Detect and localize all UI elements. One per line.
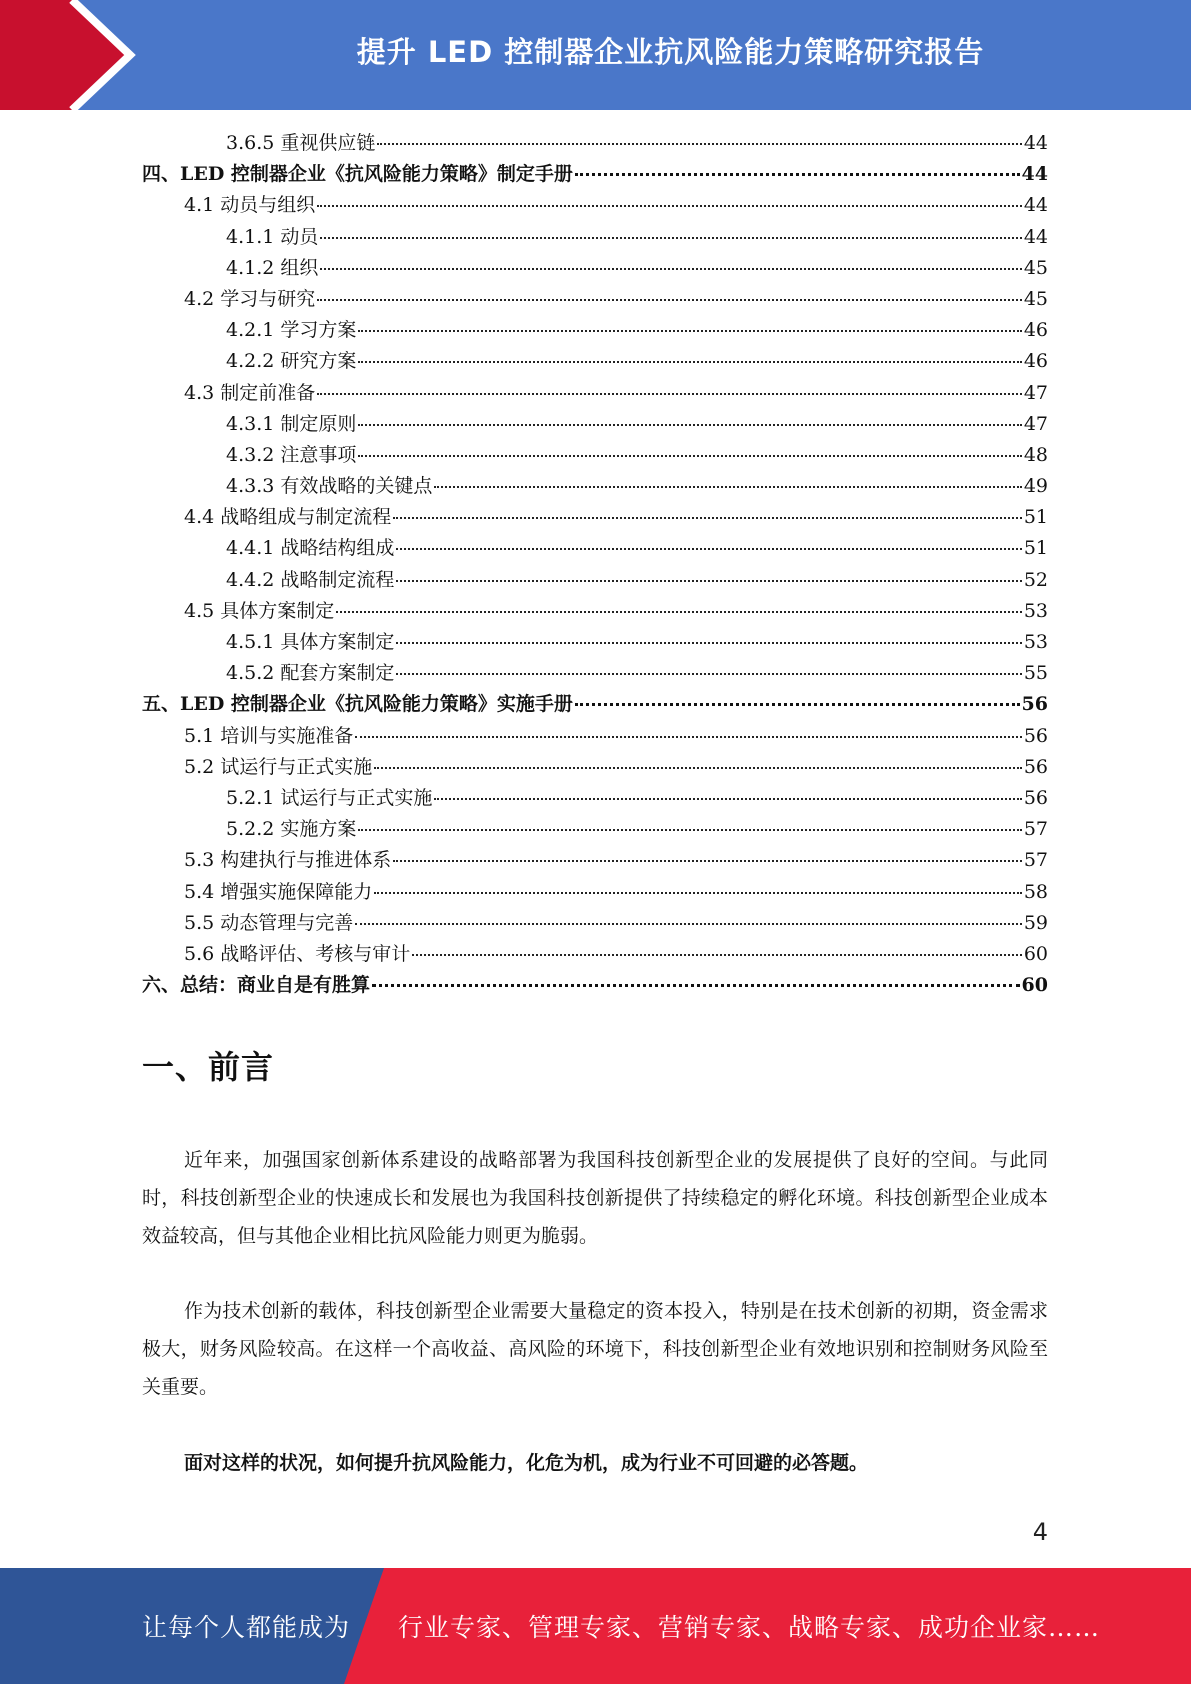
toc-entry-page: 44: [1023, 132, 1048, 154]
toc-entry[interactable]: [142, 596, 1048, 627]
toc-entry-label: 3.6.5 重视供应链: [226, 132, 376, 154]
toc-entry-label: 4.4 战略组成与制定流程: [184, 506, 392, 529]
paragraph: 近年来，加强国家创新体系建设的战略部署为我国科技创新型企业的发展提供了良好的空间。与此同时，科技创新型企业的快速成长和发展也为我国科技创新提供了持续稳定的孵化环境。科技创新型企业成本效益较高，但与其他企业相比抗风险能力则更为脆弱。: [142, 1149, 1048, 1247]
toc-entry-label: 5.4 增强实施保障能力: [184, 880, 373, 903]
paragraph: 作为技术创新的载体，科技创新型企业需要大量稳定的资本投入，特别是在技术创新的初期，资金需求极大，财务风险较高。在这样一个高收益、高风险的环境下，科技创新型企业有效地识别和控制财务风险至关重要。: [142, 1300, 1048, 1398]
toc-dot-leader: [355, 736, 1022, 738]
toc-dot-leader: [336, 611, 1022, 613]
toc-dot-leader: [575, 703, 1020, 706]
toc-entry-page: 47: [1023, 381, 1048, 404]
section-heading: 一、前言: [142, 1048, 275, 1086]
toc-dot-leader: [358, 829, 1021, 831]
footer-slogan-right: 行业专家、管理专家、营销专家、战略专家、成功企业家……: [398, 1613, 1101, 1642]
toc-entry-label: 5.3 构建执行与推进体系: [184, 849, 392, 872]
toc-dot-leader: [396, 642, 1021, 644]
toc-entry[interactable]: [142, 222, 1048, 253]
toc-entry[interactable]: [142, 159, 1048, 190]
toc-dot-leader: [396, 580, 1021, 582]
toc-entry-page: 59: [1023, 911, 1048, 934]
toc-entry-label: 5.1 培训与实施准备: [184, 724, 354, 747]
toc-entry[interactable]: [142, 378, 1048, 409]
toc-dot-leader: [412, 954, 1022, 956]
toc-dot-leader: [434, 486, 1021, 488]
toc-entry[interactable]: [142, 190, 1048, 221]
toc-dot-leader: [434, 798, 1021, 800]
toc-dot-leader: [355, 923, 1022, 925]
toc-entry[interactable]: [142, 471, 1048, 502]
toc-entry-label: 5.6 战略评估、考核与审计: [184, 942, 411, 965]
toc-dot-leader: [358, 424, 1021, 426]
toc-dot-leader: [372, 984, 1020, 987]
toc-dot-leader: [320, 268, 1021, 270]
toc-dot-leader: [358, 361, 1021, 363]
toc-dot-leader: [317, 299, 1022, 301]
toc-entry-label: 4.2.1 学习方案: [226, 319, 357, 342]
toc-entry-page: 44: [1021, 163, 1048, 186]
toc-entry-page: 60: [1021, 974, 1048, 997]
toc-entry-page: 44: [1023, 194, 1048, 217]
toc-dot-leader: [396, 548, 1021, 550]
toc-entry[interactable]: [142, 565, 1048, 596]
table-of-contents: [142, 128, 1048, 1001]
toc-entry-page: 49: [1023, 475, 1048, 498]
toc-entry-page: 53: [1023, 599, 1048, 622]
toc-dot-leader: [393, 860, 1022, 862]
toc-entry-label: 4.2.2 研究方案: [226, 350, 357, 373]
toc-entry-label: 4.4.2 战略制定流程: [226, 568, 395, 591]
toc-entry-label: 五、LED 控制器企业《抗风险能力策略》实施手册: [142, 693, 573, 716]
toc-entry[interactable]: [142, 253, 1048, 284]
toc-entry[interactable]: [142, 814, 1048, 845]
toc-entry[interactable]: [142, 845, 1048, 876]
toc-entry-page: 46: [1023, 350, 1048, 373]
toc-entry[interactable]: [142, 689, 1048, 720]
toc-entry-page: 56: [1023, 786, 1048, 809]
toc-entry-label: 4.1.2 组织: [226, 256, 319, 279]
toc-entry-page: 47: [1023, 412, 1048, 435]
toc-entry[interactable]: [142, 877, 1048, 908]
toc-entry-label: 5.2.1 试运行与正式实施: [226, 786, 433, 809]
toc-entry[interactable]: [142, 908, 1048, 939]
toc-entry[interactable]: [142, 627, 1048, 658]
toc-entry[interactable]: [142, 658, 1048, 689]
page-number: 4: [1032, 1518, 1048, 1546]
toc-entry-label: 4.3.2 注意事项: [226, 443, 357, 466]
toc-entry-page: 45: [1023, 256, 1048, 279]
toc-entry-page: 57: [1023, 818, 1048, 841]
toc-entry-label: 4.5.1 具体方案制定: [226, 631, 395, 653]
toc-entry-page: 44: [1023, 225, 1048, 248]
toc-entry[interactable]: [142, 315, 1048, 346]
toc-dot-leader: [317, 205, 1022, 207]
toc-dot-leader: [374, 767, 1022, 769]
toc-entry-page: 57: [1023, 849, 1048, 872]
toc-entry[interactable]: [142, 533, 1048, 564]
toc-entry-label: 4.5 具体方案制定: [184, 599, 335, 622]
toc-entry-label: 4.3.3 有效战略的关键点: [226, 475, 433, 498]
toc-entry-label: 4.2 学习与研究: [184, 287, 316, 310]
toc-entry-label: 六、总结：商业自是有胜算: [142, 974, 371, 997]
toc-entry[interactable]: [142, 502, 1048, 533]
toc-dot-leader: [320, 237, 1021, 239]
toc-dot-leader: [358, 330, 1021, 332]
report-title: 提升 LED 控制器企业抗风险能力策略研究报告: [356, 34, 985, 69]
toc-dot-leader: [317, 393, 1022, 395]
page-header: [0, 0, 1191, 110]
toc-entry-label: 5.5 动态管理与完善: [184, 911, 354, 934]
toc-entry[interactable]: [142, 440, 1048, 471]
header-arrow-decoration: [0, 0, 150, 110]
toc-entry[interactable]: [142, 409, 1048, 440]
toc-dot-leader: [377, 143, 1021, 145]
toc-entry[interactable]: [142, 939, 1048, 970]
toc-entry-label: 4.4.1 战略结构组成: [226, 537, 395, 560]
toc-entry-label: 5.2.2 实施方案: [226, 818, 357, 841]
toc-dot-leader: [396, 673, 1021, 675]
toc-dot-leader: [393, 517, 1022, 519]
toc-entry-label: 5.2 试运行与正式实施: [184, 755, 373, 778]
toc-entry-label: 4.5.2 配套方案制定: [226, 662, 395, 685]
toc-entry[interactable]: [142, 346, 1048, 377]
toc-entry-page: 51: [1023, 506, 1048, 529]
toc-entry-label: 4.1.1 动员: [226, 225, 319, 248]
toc-entry-page: 55: [1023, 662, 1048, 685]
page-footer: [0, 1568, 1191, 1684]
toc-entry-page: 56: [1023, 724, 1048, 747]
toc-entry-label: 4.3 制定前准备: [184, 381, 316, 404]
toc-entry[interactable]: [142, 721, 1048, 752]
toc-entry-label: 四、LED 控制器企业《抗风险能力策略》制定手册: [142, 163, 573, 186]
toc-entry[interactable]: [142, 970, 1048, 1001]
toc-entry-page: 51: [1023, 537, 1048, 560]
toc-entry[interactable]: [142, 128, 1048, 159]
toc-entry[interactable]: [142, 752, 1048, 783]
toc-entry-label: 4.1 动员与组织: [184, 194, 316, 217]
toc-entry-page: 45: [1023, 287, 1048, 310]
toc-entry-page: 52: [1023, 568, 1048, 591]
toc-entry-page: 53: [1023, 631, 1048, 653]
toc-entry-page: 56: [1021, 693, 1048, 716]
emphasis-paragraph: 面对这样的状况，如何提升抗风险能力，化危为机，成为行业不可回避的必答题。: [184, 1452, 869, 1474]
toc-entry-page: 48: [1023, 443, 1048, 466]
toc-entry[interactable]: [142, 284, 1048, 315]
toc-dot-leader: [575, 173, 1020, 176]
toc-entry-page: 58: [1023, 880, 1048, 903]
toc-dot-leader: [358, 455, 1021, 457]
toc-entry[interactable]: [142, 783, 1048, 814]
toc-entry-page: 46: [1023, 319, 1048, 342]
toc-entry-page: 60: [1023, 942, 1048, 965]
toc-dot-leader: [374, 892, 1022, 894]
toc-entry-page: 56: [1023, 755, 1048, 778]
footer-slogan-left: 让每个人都能成为: [142, 1613, 351, 1642]
toc-entry-label: 4.3.1 制定原则: [226, 412, 357, 435]
